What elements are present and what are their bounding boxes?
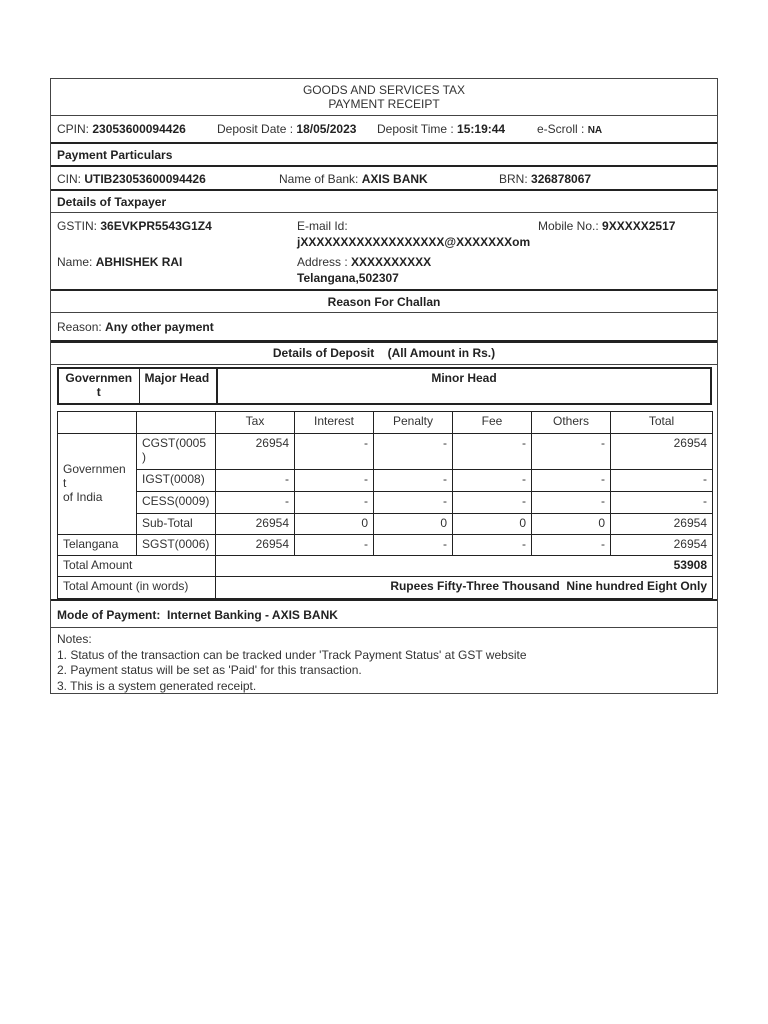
taxpayer-title: Details of Taxpayer	[57, 195, 167, 209]
deposit-heading-note: (All Amount in Rs.)	[387, 346, 496, 360]
total-amount-value: 53908	[216, 556, 713, 577]
deposit-time-value: 15:19:44	[457, 122, 506, 136]
escroll-label: e-Scroll :	[537, 122, 585, 136]
cess-head: CESS(0009)	[137, 492, 216, 514]
subtotal-others: 0	[532, 514, 611, 535]
reason-row	[51, 312, 717, 340]
cpin-value: 23053600094426	[92, 122, 186, 136]
cess-interest: -	[295, 492, 374, 514]
cgst-head-l1: CGST(0005	[142, 436, 207, 450]
escroll-value: NA	[587, 125, 603, 136]
cpin	[57, 122, 186, 136]
cgst-interest: -	[295, 434, 374, 470]
reason-value: Any other payment	[105, 320, 214, 334]
major-head-header: Major Head	[139, 368, 217, 404]
cgst-fee: -	[453, 434, 532, 470]
sgst-row	[58, 535, 713, 556]
payment-particulars-title: Payment Particulars	[57, 148, 173, 162]
mode-of-payment-row	[51, 599, 717, 627]
cgst-tax: 26954	[216, 434, 295, 470]
receipt-header	[51, 79, 717, 115]
amount-table	[57, 411, 713, 599]
name-value: ABHISHEK RAI	[95, 255, 183, 269]
goi-l1: Governmen	[63, 462, 126, 476]
notes-title: Notes:	[57, 632, 92, 646]
deposit-heading: Details of Deposit	[272, 346, 375, 360]
cgst-total: 26954	[611, 434, 713, 470]
total-amount-label: Total Amount	[58, 556, 216, 577]
reason	[57, 320, 214, 334]
note-item: 1. Status of the transaction can be tracked under 'Track Payment Status' at GST website	[57, 647, 527, 662]
sgst-interest: -	[295, 535, 374, 556]
challan-heading	[51, 289, 717, 312]
goi-l2: t	[63, 476, 67, 490]
email-value: jXXXXXXXXXXXXXXXXXX@XXXXXXXom	[297, 235, 531, 249]
igst-head: IGST(0008)	[137, 470, 216, 492]
igst-others: -	[532, 470, 611, 492]
col-tax: Tax	[216, 412, 295, 434]
total-words-label: Total Amount (in words)	[58, 577, 216, 599]
address	[297, 255, 431, 269]
sgst-fee: -	[453, 535, 532, 556]
total-words-value: Rupees Fifty-Three Thousand Nine hundred Eight Only	[216, 577, 713, 599]
total-amount-row	[58, 556, 713, 577]
mode-label: Mode of Payment:	[57, 608, 161, 622]
col-interest: Interest	[295, 412, 374, 434]
taxpayer-heading	[51, 189, 717, 212]
mode-value: Internet Banking - AXIS BANK	[167, 608, 338, 622]
cin-value: UTIB23053600094426	[84, 172, 206, 186]
cgst-others: -	[532, 434, 611, 470]
mobile	[538, 219, 675, 233]
cess-others: -	[532, 492, 611, 514]
blank-cell	[137, 412, 216, 434]
sgst-tax: 26954	[216, 535, 295, 556]
subtotal-tax: 26954	[216, 514, 295, 535]
bank-label: Name of Bank:	[279, 172, 359, 186]
cess-penalty: -	[374, 492, 453, 514]
cess-total: -	[611, 492, 713, 514]
sgst-government: Telangana	[58, 535, 137, 556]
sgst-head: SGST(0006)	[137, 535, 216, 556]
deposit-date-label: Deposit Date :	[217, 122, 294, 136]
subtotal-head: Sub-Total	[137, 514, 216, 535]
col-penalty: Penalty	[374, 412, 453, 434]
gov-header-l1: Governmen	[65, 371, 133, 385]
goi-cell	[58, 434, 137, 535]
sgst-total: 26954	[611, 535, 713, 556]
subtotal-total: 26954	[611, 514, 713, 535]
cgst-penalty: -	[374, 434, 453, 470]
cess-tax: -	[216, 492, 295, 514]
challan-title: Reason For Challan	[327, 295, 441, 309]
igst-tax: -	[216, 470, 295, 492]
notes-section	[51, 627, 717, 693]
bank-name	[279, 172, 428, 186]
payment-receipt	[50, 78, 718, 694]
igst-total: -	[611, 470, 713, 492]
gstin-label: GSTIN:	[57, 219, 98, 233]
brn	[499, 172, 591, 186]
cin-row	[51, 165, 717, 189]
blank-cell	[58, 412, 137, 434]
name-label: Name:	[57, 255, 93, 269]
gstin	[57, 219, 212, 233]
deposit-divider	[51, 364, 717, 365]
deposit-title	[51, 346, 717, 360]
minor-head-header: Minor Head	[217, 368, 711, 404]
payment-particulars-heading	[51, 142, 717, 165]
col-fee: Fee	[453, 412, 532, 434]
deposit-section	[51, 340, 717, 609]
cgst-row	[58, 434, 713, 470]
cess-row	[58, 492, 713, 514]
brn-label: BRN:	[499, 172, 528, 186]
cin-label: CIN:	[57, 172, 81, 186]
deposit-date-value: 18/05/2023	[296, 122, 357, 136]
gstin-value: 36EVKPR5543G1Z4	[100, 219, 212, 233]
col-others: Others	[532, 412, 611, 434]
sgst-others: -	[532, 535, 611, 556]
mobile-label: Mobile No.:	[538, 219, 599, 233]
subtotal-interest: 0	[295, 514, 374, 535]
taxpayer-details	[51, 212, 717, 289]
subtotal-row	[58, 514, 713, 535]
mobile-value: 9XXXXX2517	[602, 219, 676, 233]
deposit-time-label: Deposit Time :	[377, 122, 454, 136]
bank-value: AXIS BANK	[361, 172, 428, 186]
address-value: XXXXXXXXXX	[351, 255, 432, 269]
cgst-head-l2: )	[142, 450, 146, 464]
mode-of-payment	[57, 608, 338, 622]
cpin-label: CPIN:	[57, 122, 90, 136]
government-col-header	[58, 368, 139, 404]
sgst-penalty: -	[374, 535, 453, 556]
taxpayer-name	[57, 255, 182, 269]
brn-value: 326878067	[531, 172, 592, 186]
cgst-head	[137, 434, 216, 470]
igst-row	[58, 470, 713, 492]
heads-table	[57, 367, 712, 405]
note-item: 2. Payment status will be set as 'Paid' for this transaction.	[57, 663, 362, 677]
cess-fee: -	[453, 492, 532, 514]
goi-l3: of India	[63, 490, 103, 504]
col-total: Total	[611, 412, 713, 434]
cpin-row	[51, 115, 717, 142]
igst-penalty: -	[374, 470, 453, 492]
address-label: Address :	[297, 255, 348, 269]
escroll	[537, 122, 602, 136]
deposit-time	[377, 122, 505, 136]
subtotal-penalty: 0	[374, 514, 453, 535]
notes	[57, 632, 527, 694]
deposit-date	[217, 122, 356, 136]
cin	[57, 172, 206, 186]
header-title: GOODS AND SERVICES TAX	[302, 83, 466, 97]
igst-fee: -	[453, 470, 532, 492]
gov-header-l2: t	[96, 385, 101, 399]
address-city: Telangana,502307	[297, 271, 399, 285]
header-subtitle: PAYMENT RECEIPT	[328, 97, 440, 111]
reason-label: Reason:	[57, 320, 102, 334]
note-item: 3. This is a system generated receipt.	[57, 678, 257, 693]
igst-interest: -	[295, 470, 374, 492]
email-label: E-mail Id:	[297, 219, 348, 233]
subtotal-fee: 0	[453, 514, 532, 535]
total-words-row	[58, 577, 713, 599]
amount-header-row	[58, 412, 713, 434]
